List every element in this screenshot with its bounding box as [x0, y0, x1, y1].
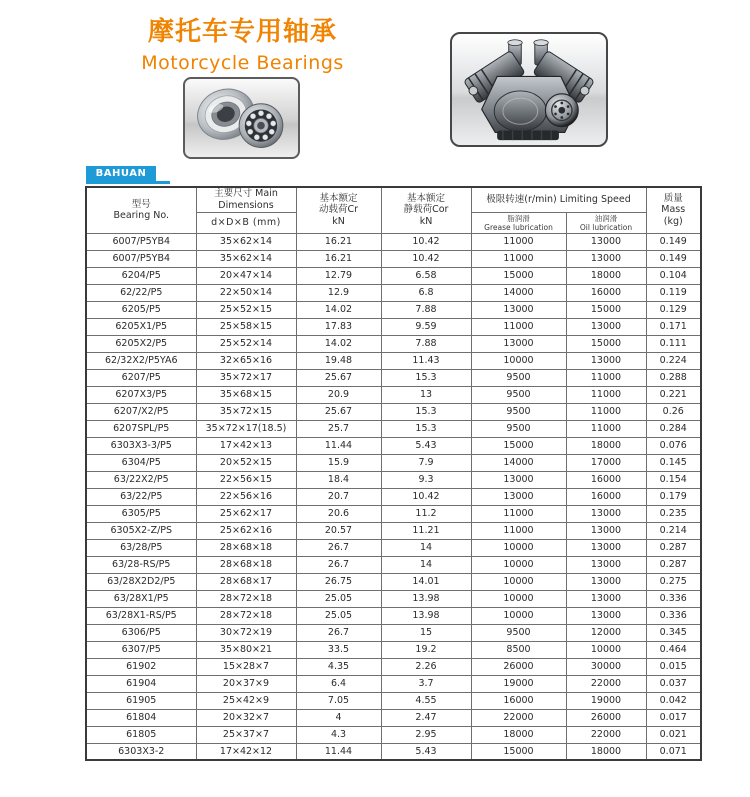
col-header-bearing-no-en: Bearing No.	[113, 210, 170, 222]
table-cell: 26.7	[296, 539, 381, 556]
table-cell: 6007/P5YB4	[86, 233, 196, 250]
table-cell: 5.43	[381, 743, 471, 760]
table-cell: 25.05	[296, 607, 381, 624]
table-cell: 63/28X2D2/P5	[86, 573, 196, 590]
col-header-static-load	[381, 187, 471, 233]
table-cell: 62/32X2/P5YA6	[86, 352, 196, 369]
table-cell: 2.47	[381, 709, 471, 726]
table-row	[86, 267, 701, 284]
table-row	[86, 556, 701, 573]
table-cell: 0.104	[646, 267, 701, 284]
table-cell: 0.287	[646, 539, 701, 556]
table-cell: 0.042	[646, 692, 701, 709]
table-cell: 7.05	[296, 692, 381, 709]
table-cell: 11.43	[381, 352, 471, 369]
table-row	[86, 233, 701, 250]
table-cell: 25×52×14	[196, 335, 296, 352]
table-cell: 15.3	[381, 369, 471, 386]
table-cell: 11000	[471, 318, 566, 335]
table-cell: 2.95	[381, 726, 471, 743]
table-cell: 20.57	[296, 522, 381, 539]
col-header-bearing-no	[86, 187, 196, 233]
table-cell: 6303X3-2	[86, 743, 196, 760]
col-header-limiting-speed-label: 极限转速(r/min) Limiting Speed	[486, 193, 631, 205]
table-cell: 9500	[471, 403, 566, 420]
table-cell: 14.02	[296, 301, 381, 318]
table-cell: 25.7	[296, 420, 381, 437]
table-cell: 6207X3/P5	[86, 386, 196, 403]
table-row	[86, 352, 701, 369]
table-cell: 9.59	[381, 318, 471, 335]
table-cell: 22×56×16	[196, 488, 296, 505]
table-cell: 14.01	[381, 573, 471, 590]
table-cell: 28×72×18	[196, 607, 296, 624]
table-cell: 0.284	[646, 420, 701, 437]
table-cell: 12.9	[296, 284, 381, 301]
table-cell: 63/28-RS/P5	[86, 556, 196, 573]
table-cell: 0.235	[646, 505, 701, 522]
table-cell: 63/22X2/P5	[86, 471, 196, 488]
table-cell: 11.44	[296, 743, 381, 760]
table-cell: 15×28×7	[196, 658, 296, 675]
table-cell: 6306/P5	[86, 624, 196, 641]
engine-photo	[450, 32, 608, 147]
table-cell: 9.3	[381, 471, 471, 488]
table-cell: 22×50×14	[196, 284, 296, 301]
table-row	[86, 607, 701, 624]
table-cell: 15.3	[381, 403, 471, 420]
table-cell: 11000	[471, 233, 566, 250]
col-header-dimensions-formula-label: d×D×B (mm)	[211, 216, 281, 228]
col-header-oil-zh: 油润滑	[594, 213, 618, 223]
table-cell: 0.071	[646, 743, 701, 760]
table-cell: 20.7	[296, 488, 381, 505]
table-cell: 13000	[566, 573, 646, 590]
col-header-mass-zh: 质量	[663, 192, 683, 204]
table-cell: 11.21	[381, 522, 471, 539]
table-row	[86, 420, 701, 437]
table-cell: 13000	[566, 539, 646, 556]
table-cell: 15000	[471, 437, 566, 454]
table-cell: 11.2	[381, 505, 471, 522]
table-cell: 61904	[86, 675, 196, 692]
table-cell: 16000	[566, 488, 646, 505]
col-header-dimensions-formula	[196, 212, 296, 233]
table-cell: 0.224	[646, 352, 701, 369]
table-cell: 12.79	[296, 267, 381, 284]
table-cell: 63/28X1-RS/P5	[86, 607, 196, 624]
table-cell: 6205/P5	[86, 301, 196, 318]
table-cell: 17×42×12	[196, 743, 296, 760]
table-cell: 26.7	[296, 556, 381, 573]
table-cell: 10000	[471, 556, 566, 573]
table-cell: 13000	[471, 335, 566, 352]
table-cell: 13000	[471, 488, 566, 505]
table-cell: 3.7	[381, 675, 471, 692]
table-cell: 20.6	[296, 505, 381, 522]
table-cell: 25×58×15	[196, 318, 296, 335]
table-cell: 35×72×17(18.5)	[196, 420, 296, 437]
col-header-dynamic-load-line1: 基本额定	[319, 192, 358, 204]
bearing-illustration	[185, 79, 298, 157]
table-cell: 11000	[471, 250, 566, 267]
table-cell: 15	[381, 624, 471, 641]
table-cell: 19000	[471, 675, 566, 692]
table-cell: 15000	[566, 335, 646, 352]
table-cell: 13000	[566, 556, 646, 573]
table-cell: 9500	[471, 386, 566, 403]
table-cell: 62/22/P5	[86, 284, 196, 301]
table-cell: 4.55	[381, 692, 471, 709]
col-header-dimensions	[196, 187, 296, 212]
table-cell: 28×68×18	[196, 539, 296, 556]
col-header-mass-unit: (kg)	[663, 216, 683, 228]
table-cell: 17×42×13	[196, 437, 296, 454]
table-cell: 4.3	[296, 726, 381, 743]
table-cell: 6305/P5	[86, 505, 196, 522]
table-cell: 10000	[471, 573, 566, 590]
col-header-oil-lubrication	[566, 212, 646, 233]
bearing-spec-table-wrap	[85, 186, 700, 761]
table-row	[86, 437, 701, 454]
table-cell: 22000	[471, 709, 566, 726]
bearing-photo	[183, 77, 300, 159]
table-cell: 0.288	[646, 369, 701, 386]
table-cell: 61805	[86, 726, 196, 743]
table-cell: 0.26	[646, 403, 701, 420]
table-cell: 6207SPL/P5	[86, 420, 196, 437]
table-cell: 18000	[566, 267, 646, 284]
table-cell: 0.214	[646, 522, 701, 539]
table-cell: 18000	[566, 743, 646, 760]
table-cell: 16.21	[296, 233, 381, 250]
table-row	[86, 505, 701, 522]
table-row	[86, 641, 701, 658]
table-cell: 0.021	[646, 726, 701, 743]
table-cell: 22000	[566, 675, 646, 692]
table-cell: 14	[381, 539, 471, 556]
table-cell: 13000	[566, 607, 646, 624]
col-header-dimensions-label: 主要尺寸 Main Dimensions	[214, 188, 278, 211]
table-row	[86, 658, 701, 675]
table-cell: 11000	[566, 369, 646, 386]
table-cell: 4.35	[296, 658, 381, 675]
col-header-grease-en: Grease lubrication	[484, 222, 553, 232]
table-cell: 10000	[471, 352, 566, 369]
table-cell: 35×72×15	[196, 403, 296, 420]
table-cell: 14000	[471, 284, 566, 301]
table-cell: 15.9	[296, 454, 381, 471]
table-row	[86, 692, 701, 709]
table-cell: 19.48	[296, 352, 381, 369]
table-cell: 18.4	[296, 471, 381, 488]
table-cell: 22×56×15	[196, 471, 296, 488]
table-row	[86, 675, 701, 692]
table-row	[86, 301, 701, 318]
table-cell: 61905	[86, 692, 196, 709]
table-cell: 26.75	[296, 573, 381, 590]
table-row	[86, 250, 701, 267]
table-cell: 6304/P5	[86, 454, 196, 471]
page-title-chinese: 摩托车专用轴承	[147, 17, 337, 47]
table-cell: 17.83	[296, 318, 381, 335]
table-cell: 35×62×14	[196, 250, 296, 267]
table-cell: 14	[381, 556, 471, 573]
table-row	[86, 709, 701, 726]
table-cell: 9500	[471, 369, 566, 386]
col-header-oil-en: Oil lubrication	[579, 222, 633, 232]
col-header-grease-zh: 脂润滑	[507, 213, 530, 223]
table-cell: 6.8	[381, 284, 471, 301]
table-cell: 32×65×16	[196, 352, 296, 369]
table-row	[86, 284, 701, 301]
table-cell: 11000	[566, 420, 646, 437]
col-header-dynamic-load-unit: kN	[332, 216, 345, 228]
col-header-dynamic-load	[296, 187, 381, 233]
col-header-static-load-line2: 静载荷Cor	[403, 204, 449, 216]
table-cell: 9500	[471, 624, 566, 641]
table-cell: 13.98	[381, 590, 471, 607]
table-cell: 9500	[471, 420, 566, 437]
table-cell: 0.015	[646, 658, 701, 675]
col-header-static-load-unit: kN	[419, 216, 433, 228]
table-row	[86, 522, 701, 539]
table-row	[86, 539, 701, 556]
table-cell: 35×68×15	[196, 386, 296, 403]
table-row	[86, 488, 701, 505]
table-cell: 16000	[471, 692, 566, 709]
table-cell: 25×37×7	[196, 726, 296, 743]
table-cell: 12000	[566, 624, 646, 641]
table-cell: 10.42	[381, 488, 471, 505]
table-cell: 35×62×14	[196, 233, 296, 250]
table-cell: 13000	[566, 522, 646, 539]
table-row	[86, 726, 701, 743]
table-cell: 6207/X2/P5	[86, 403, 196, 420]
table-cell: 20×52×15	[196, 454, 296, 471]
table-cell: 13.98	[381, 607, 471, 624]
table-cell: 15000	[471, 267, 566, 284]
brand-tab-underline	[86, 181, 170, 184]
table-cell: 13000	[566, 590, 646, 607]
table-cell: 25×52×15	[196, 301, 296, 318]
table-cell: 0.129	[646, 301, 701, 318]
table-row	[86, 403, 701, 420]
page-title-english: Motorcycle Bearings	[141, 51, 344, 74]
table-cell: 63/28/P5	[86, 539, 196, 556]
table-cell: 10000	[471, 607, 566, 624]
table-cell: 6204/P5	[86, 267, 196, 284]
table-row	[86, 624, 701, 641]
page-title-block	[120, 18, 365, 74]
table-cell: 13	[381, 386, 471, 403]
table-cell: 13000	[471, 471, 566, 488]
table-cell: 20.9	[296, 386, 381, 403]
table-cell: 25.67	[296, 403, 381, 420]
table-cell: 0.111	[646, 335, 701, 352]
table-cell: 0.336	[646, 590, 701, 607]
table-cell: 0.149	[646, 233, 701, 250]
table-cell: 11000	[471, 522, 566, 539]
table-cell: 15000	[566, 301, 646, 318]
table-cell: 16000	[566, 284, 646, 301]
table-cell: 0.076	[646, 437, 701, 454]
col-header-mass	[646, 187, 701, 233]
table-cell: 8500	[471, 641, 566, 658]
table-cell: 10000	[471, 590, 566, 607]
table-cell: 7.88	[381, 301, 471, 318]
table-cell: 0.145	[646, 454, 701, 471]
table-cell: 20×32×7	[196, 709, 296, 726]
table-cell: 35×72×17	[196, 369, 296, 386]
table-cell: 10.42	[381, 250, 471, 267]
table-row	[86, 318, 701, 335]
table-cell: 6205X1/P5	[86, 318, 196, 335]
table-cell: 25×62×16	[196, 522, 296, 539]
table-cell: 0.464	[646, 641, 701, 658]
table-cell: 25×62×17	[196, 505, 296, 522]
table-cell: 13000	[566, 352, 646, 369]
table-cell: 18000	[566, 437, 646, 454]
table-cell: 0.171	[646, 318, 701, 335]
table-cell: 6207/P5	[86, 369, 196, 386]
table-row	[86, 454, 701, 471]
table-row	[86, 573, 701, 590]
table-cell: 25×42×9	[196, 692, 296, 709]
table-cell: 28×72×18	[196, 590, 296, 607]
table-cell: 6.58	[381, 267, 471, 284]
table-cell: 35×80×21	[196, 641, 296, 658]
table-cell: 15000	[471, 743, 566, 760]
table-cell: 17000	[566, 454, 646, 471]
bearing-spec-table	[85, 186, 702, 761]
spec-table-header	[86, 187, 701, 233]
table-cell: 0.017	[646, 709, 701, 726]
table-cell: 16000	[566, 471, 646, 488]
table-row	[86, 335, 701, 352]
table-cell: 25.67	[296, 369, 381, 386]
col-header-bearing-no-zh: 型号	[131, 198, 151, 210]
table-cell: 0.149	[646, 250, 701, 267]
table-cell: 61902	[86, 658, 196, 675]
col-header-static-load-line1: 基本额定	[406, 192, 445, 204]
table-cell: 20×37×9	[196, 675, 296, 692]
col-header-grease-lubrication	[471, 212, 566, 233]
table-cell: 6.4	[296, 675, 381, 692]
table-row	[86, 369, 701, 386]
table-cell: 30×72×19	[196, 624, 296, 641]
table-cell: 22000	[566, 726, 646, 743]
table-cell: 0.287	[646, 556, 701, 573]
table-cell: 0.154	[646, 471, 701, 488]
table-cell: 0.221	[646, 386, 701, 403]
col-header-mass-en: Mass	[661, 204, 686, 216]
table-cell: 6305X2-Z/PS	[86, 522, 196, 539]
table-cell: 0.345	[646, 624, 701, 641]
col-header-dynamic-load-line2: 动载荷Cr	[318, 204, 359, 216]
table-cell: 20×47×14	[196, 267, 296, 284]
table-cell: 14000	[471, 454, 566, 471]
table-cell: 26000	[566, 709, 646, 726]
table-row	[86, 386, 701, 403]
table-cell: 14.02	[296, 335, 381, 352]
table-cell: 13000	[566, 505, 646, 522]
col-header-limiting-speed	[471, 187, 646, 212]
brand-tab: BAHUAN	[86, 166, 156, 181]
table-cell: 6205X2/P5	[86, 335, 196, 352]
table-cell: 28×68×17	[196, 573, 296, 590]
table-cell: 13000	[566, 318, 646, 335]
table-cell: 0.336	[646, 607, 701, 624]
table-cell: 11.44	[296, 437, 381, 454]
table-cell: 6303X3-3/P5	[86, 437, 196, 454]
table-cell: 13000	[566, 233, 646, 250]
table-cell: 11000	[566, 386, 646, 403]
table-cell: 0.037	[646, 675, 701, 692]
table-row	[86, 743, 701, 760]
table-cell: 63/28X1/P5	[86, 590, 196, 607]
table-cell: 13000	[566, 250, 646, 267]
table-cell: 10.42	[381, 233, 471, 250]
table-cell: 26000	[471, 658, 566, 675]
table-cell: 25.05	[296, 590, 381, 607]
table-cell: 26.7	[296, 624, 381, 641]
table-cell: 4	[296, 709, 381, 726]
table-cell: 63/22/P5	[86, 488, 196, 505]
table-cell: 19000	[566, 692, 646, 709]
table-cell: 16.21	[296, 250, 381, 267]
table-cell: 5.43	[381, 437, 471, 454]
table-cell: 7.88	[381, 335, 471, 352]
table-cell: 6007/P5YB4	[86, 250, 196, 267]
table-row	[86, 590, 701, 607]
table-cell: 15.3	[381, 420, 471, 437]
table-cell: 0.119	[646, 284, 701, 301]
table-cell: 0.179	[646, 488, 701, 505]
table-cell: 19.2	[381, 641, 471, 658]
table-cell: 7.9	[381, 454, 471, 471]
table-cell: 18000	[471, 726, 566, 743]
table-cell: 10000	[566, 641, 646, 658]
table-cell: 11000	[471, 505, 566, 522]
table-cell: 6307/P5	[86, 641, 196, 658]
table-cell: 10000	[471, 539, 566, 556]
spec-table-body	[86, 233, 701, 760]
table-cell: 13000	[471, 301, 566, 318]
table-cell: 33.5	[296, 641, 381, 658]
table-cell: 61804	[86, 709, 196, 726]
table-cell: 11000	[566, 403, 646, 420]
table-cell: 30000	[566, 658, 646, 675]
table-cell: 2.26	[381, 658, 471, 675]
table-cell: 28×68×18	[196, 556, 296, 573]
table-row	[86, 471, 701, 488]
table-cell: 0.275	[646, 573, 701, 590]
engine-illustration	[452, 34, 606, 145]
